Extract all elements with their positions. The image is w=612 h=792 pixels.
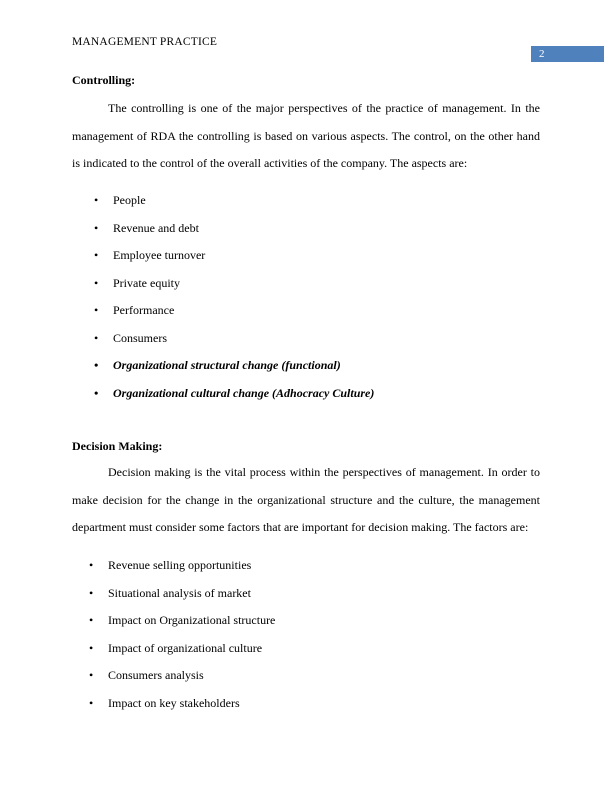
bullet-icon: •: [89, 585, 94, 600]
controlling-list-wrap: [72, 187, 540, 407]
list-item: • Performance: [72, 297, 540, 325]
list-item: • Impact on key stakeholders: [72, 690, 540, 718]
list-item: • Consumers: [72, 325, 540, 353]
list-item: • People: [72, 187, 540, 215]
bullet-icon: •: [94, 330, 99, 345]
decision-paragraph-wrap: [72, 459, 540, 542]
decision-paragraph: Decision making is the vital process within the perspectives of management. In order to make decision for the change in the organizational structure and the culture, the management department must consider some factors that are important for decision making. The factors are:: [72, 465, 540, 534]
bullet-icon: •: [94, 275, 99, 290]
bullet-icon: •: [89, 668, 94, 682]
decision-list: [72, 552, 540, 717]
bullet-icon: •: [94, 303, 99, 317]
list-item: • Revenue selling opportunities: [72, 552, 540, 580]
list-item: • Employee turnover: [72, 242, 540, 270]
running-header: MANAGEMENT PRACTICE: [72, 36, 218, 48]
bullet-icon: •: [89, 613, 94, 627]
bullet-icon: •: [94, 385, 99, 400]
list-item: • Organizational cultural change (Adhocracy Culture): [72, 380, 540, 408]
controlling-paragraph: The controlling is one of the major perspectives of the practice of management. In the management of RDA the controlling is based on various aspects. The control, on the other hand is indicated to the control of the overall activities of the company. The aspects are:: [72, 101, 540, 170]
decision-heading: Decision Making:: [72, 439, 163, 453]
bullet-icon: •: [94, 358, 99, 372]
decision-list-wrap: [72, 552, 540, 717]
list-item: • Revenue and debt: [72, 215, 540, 243]
list-item: • Situational analysis of market: [72, 580, 540, 608]
decision-section: [72, 439, 540, 454]
bullet-icon: •: [89, 558, 94, 572]
controlling-section: [72, 73, 540, 88]
bullet-icon: •: [94, 193, 99, 207]
page-number-badge: 2: [531, 46, 604, 62]
bullet-icon: •: [94, 248, 99, 262]
controlling-paragraph-wrap: [72, 95, 540, 178]
list-item: • Organizational structural change (functional): [72, 352, 540, 380]
controlling-list: [72, 187, 540, 407]
bullet-icon: •: [89, 695, 94, 710]
list-item: • Impact of organizational culture: [72, 635, 540, 663]
list-item: • Private equity: [72, 270, 540, 298]
list-item: • Impact on Organizational structure: [72, 607, 540, 635]
controlling-heading: Controlling:: [72, 73, 136, 87]
bullet-icon: •: [94, 220, 99, 235]
bullet-icon: •: [89, 640, 94, 655]
list-item: • Consumers analysis: [72, 662, 540, 690]
